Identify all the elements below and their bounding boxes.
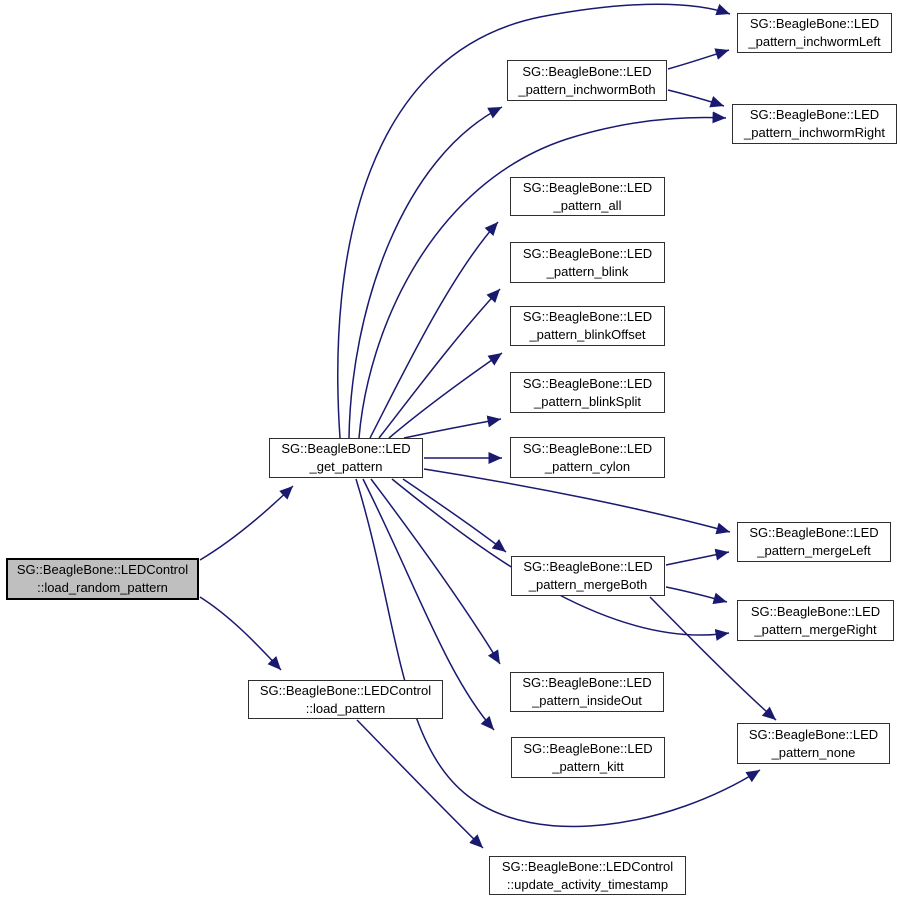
edge-get_pattern-pattern_insideOut (371, 479, 500, 664)
node-label-line1: SG::BeagleBone::LED (281, 441, 411, 456)
edge-get_pattern-pattern_blinkSplit (404, 419, 501, 438)
node-label-line2: ::load_pattern (305, 700, 386, 716)
edge-pattern_inchwormBoth-pattern_inchwormLeft (668, 50, 729, 69)
node-pattern-all[interactable] (510, 177, 665, 216)
node-pattern-merge-both[interactable] (511, 556, 665, 596)
node-label-line1: SG::BeagleBone::LED (748, 726, 879, 742)
node-label-line2: _pattern_none (771, 744, 856, 760)
node-label-line1: SG::BeagleBone::LED (749, 107, 880, 122)
node-pattern-blink[interactable] (510, 242, 665, 283)
node-label-line2: _pattern_inchwormLeft (748, 34, 881, 49)
node-label-line2: _get_pattern (309, 459, 383, 474)
node-pattern-merge-right[interactable] (737, 600, 894, 641)
edge-load_random_pattern-get_pattern (200, 486, 293, 560)
node-label-line2: _pattern_inchwormRight (744, 125, 885, 140)
node-label-line2: _pattern_mergeBoth (528, 577, 648, 592)
node-label-line2: ::update_activity_timestamp (506, 876, 669, 892)
node-label-line1: SG::BeagleBone::LEDControl (259, 682, 432, 698)
node-label-line2: _pattern_blinkOffset (529, 327, 646, 342)
edge-pattern_mergeBoth-pattern_mergeRight (666, 587, 727, 602)
node-label-line1: SG::BeagleBone::LED (522, 179, 653, 195)
node-label-line1: SG::BeagleBone::LED (522, 375, 653, 391)
node-label-line1: SG::BeagleBone::LED (522, 675, 652, 690)
node-label-line2: _pattern_inchwormBoth (518, 81, 656, 97)
node-label-line2: _pattern_cylon (544, 458, 631, 474)
node-label-line2: _pattern_blinkSplit (534, 393, 641, 409)
node-pattern-kitt[interactable] (511, 737, 665, 778)
node-pattern-inchworm-left[interactable] (737, 13, 892, 53)
node-label-line1: SG::BeagleBone::LED (749, 16, 880, 31)
node-pattern-none[interactable] (737, 723, 890, 764)
edge-load_random_pattern-load_pattern (200, 597, 281, 670)
node-load-random-pattern (6, 558, 199, 600)
edge-get_pattern-pattern_mergeBoth (403, 479, 506, 552)
node-label-line1: SG::BeagleBone::LED (749, 525, 879, 540)
edge-pattern_mergeBoth-pattern_mergeLeft (666, 552, 729, 565)
node-label-line1: SG::BeagleBone::LED (522, 440, 653, 456)
edge-get_pattern-pattern_blinkOffset (389, 353, 502, 438)
edge-get_pattern-pattern_inchwormBoth (349, 107, 502, 438)
node-label-line2: _pattern_insideOut (532, 693, 642, 708)
node-load-pattern[interactable] (248, 680, 443, 719)
node-pattern-blink-split[interactable] (510, 372, 665, 413)
node-pattern-merge-left[interactable] (737, 522, 891, 562)
edge-pattern_inchwormBoth-pattern_inchwormRight (668, 90, 724, 106)
node-label-line2: _pattern_mergeLeft (757, 543, 871, 558)
edge-load_pattern-update_activity_timestamp (357, 720, 483, 848)
node-label-line2: _pattern_all (553, 197, 622, 213)
node-label-line2: _pattern_blink (546, 263, 629, 279)
node-label-line1: SG::BeagleBone::LED (522, 63, 652, 79)
node-get-pattern[interactable] (269, 438, 423, 478)
node-label-line1: SG::BeagleBone::LEDControl (16, 562, 189, 577)
node-pattern-inchworm-both[interactable] (507, 60, 667, 101)
edge-get_pattern-pattern_mergeLeft (424, 469, 730, 532)
node-pattern-inchworm-right[interactable] (732, 104, 897, 144)
node-label-line1: SG::BeagleBone::LED (522, 245, 653, 261)
node-pattern-inside-out[interactable] (510, 672, 664, 712)
edge-get_pattern-pattern_blink (379, 289, 500, 438)
edge-get_pattern-pattern_all (370, 222, 498, 438)
node-label-line2: ::load_random_pattern (37, 580, 168, 595)
node-label-line1: SG::BeagleBone::LED (522, 309, 653, 324)
node-label-line2: _pattern_mergeRight (754, 621, 877, 637)
node-label-line2: _pattern_kitt (552, 758, 624, 774)
node-label-line1: SG::BeagleBone::LED (523, 740, 653, 756)
node-pattern-blink-offset[interactable] (510, 306, 665, 346)
node-update-activity-timestamp[interactable] (489, 856, 686, 895)
node-label-line1: SG::BeagleBone::LED (523, 559, 653, 574)
node-pattern-cylon[interactable] (510, 437, 665, 478)
node-label-line1: SG::BeagleBone::LED (750, 603, 881, 619)
node-label-line1: SG::BeagleBone::LEDControl (501, 858, 674, 874)
